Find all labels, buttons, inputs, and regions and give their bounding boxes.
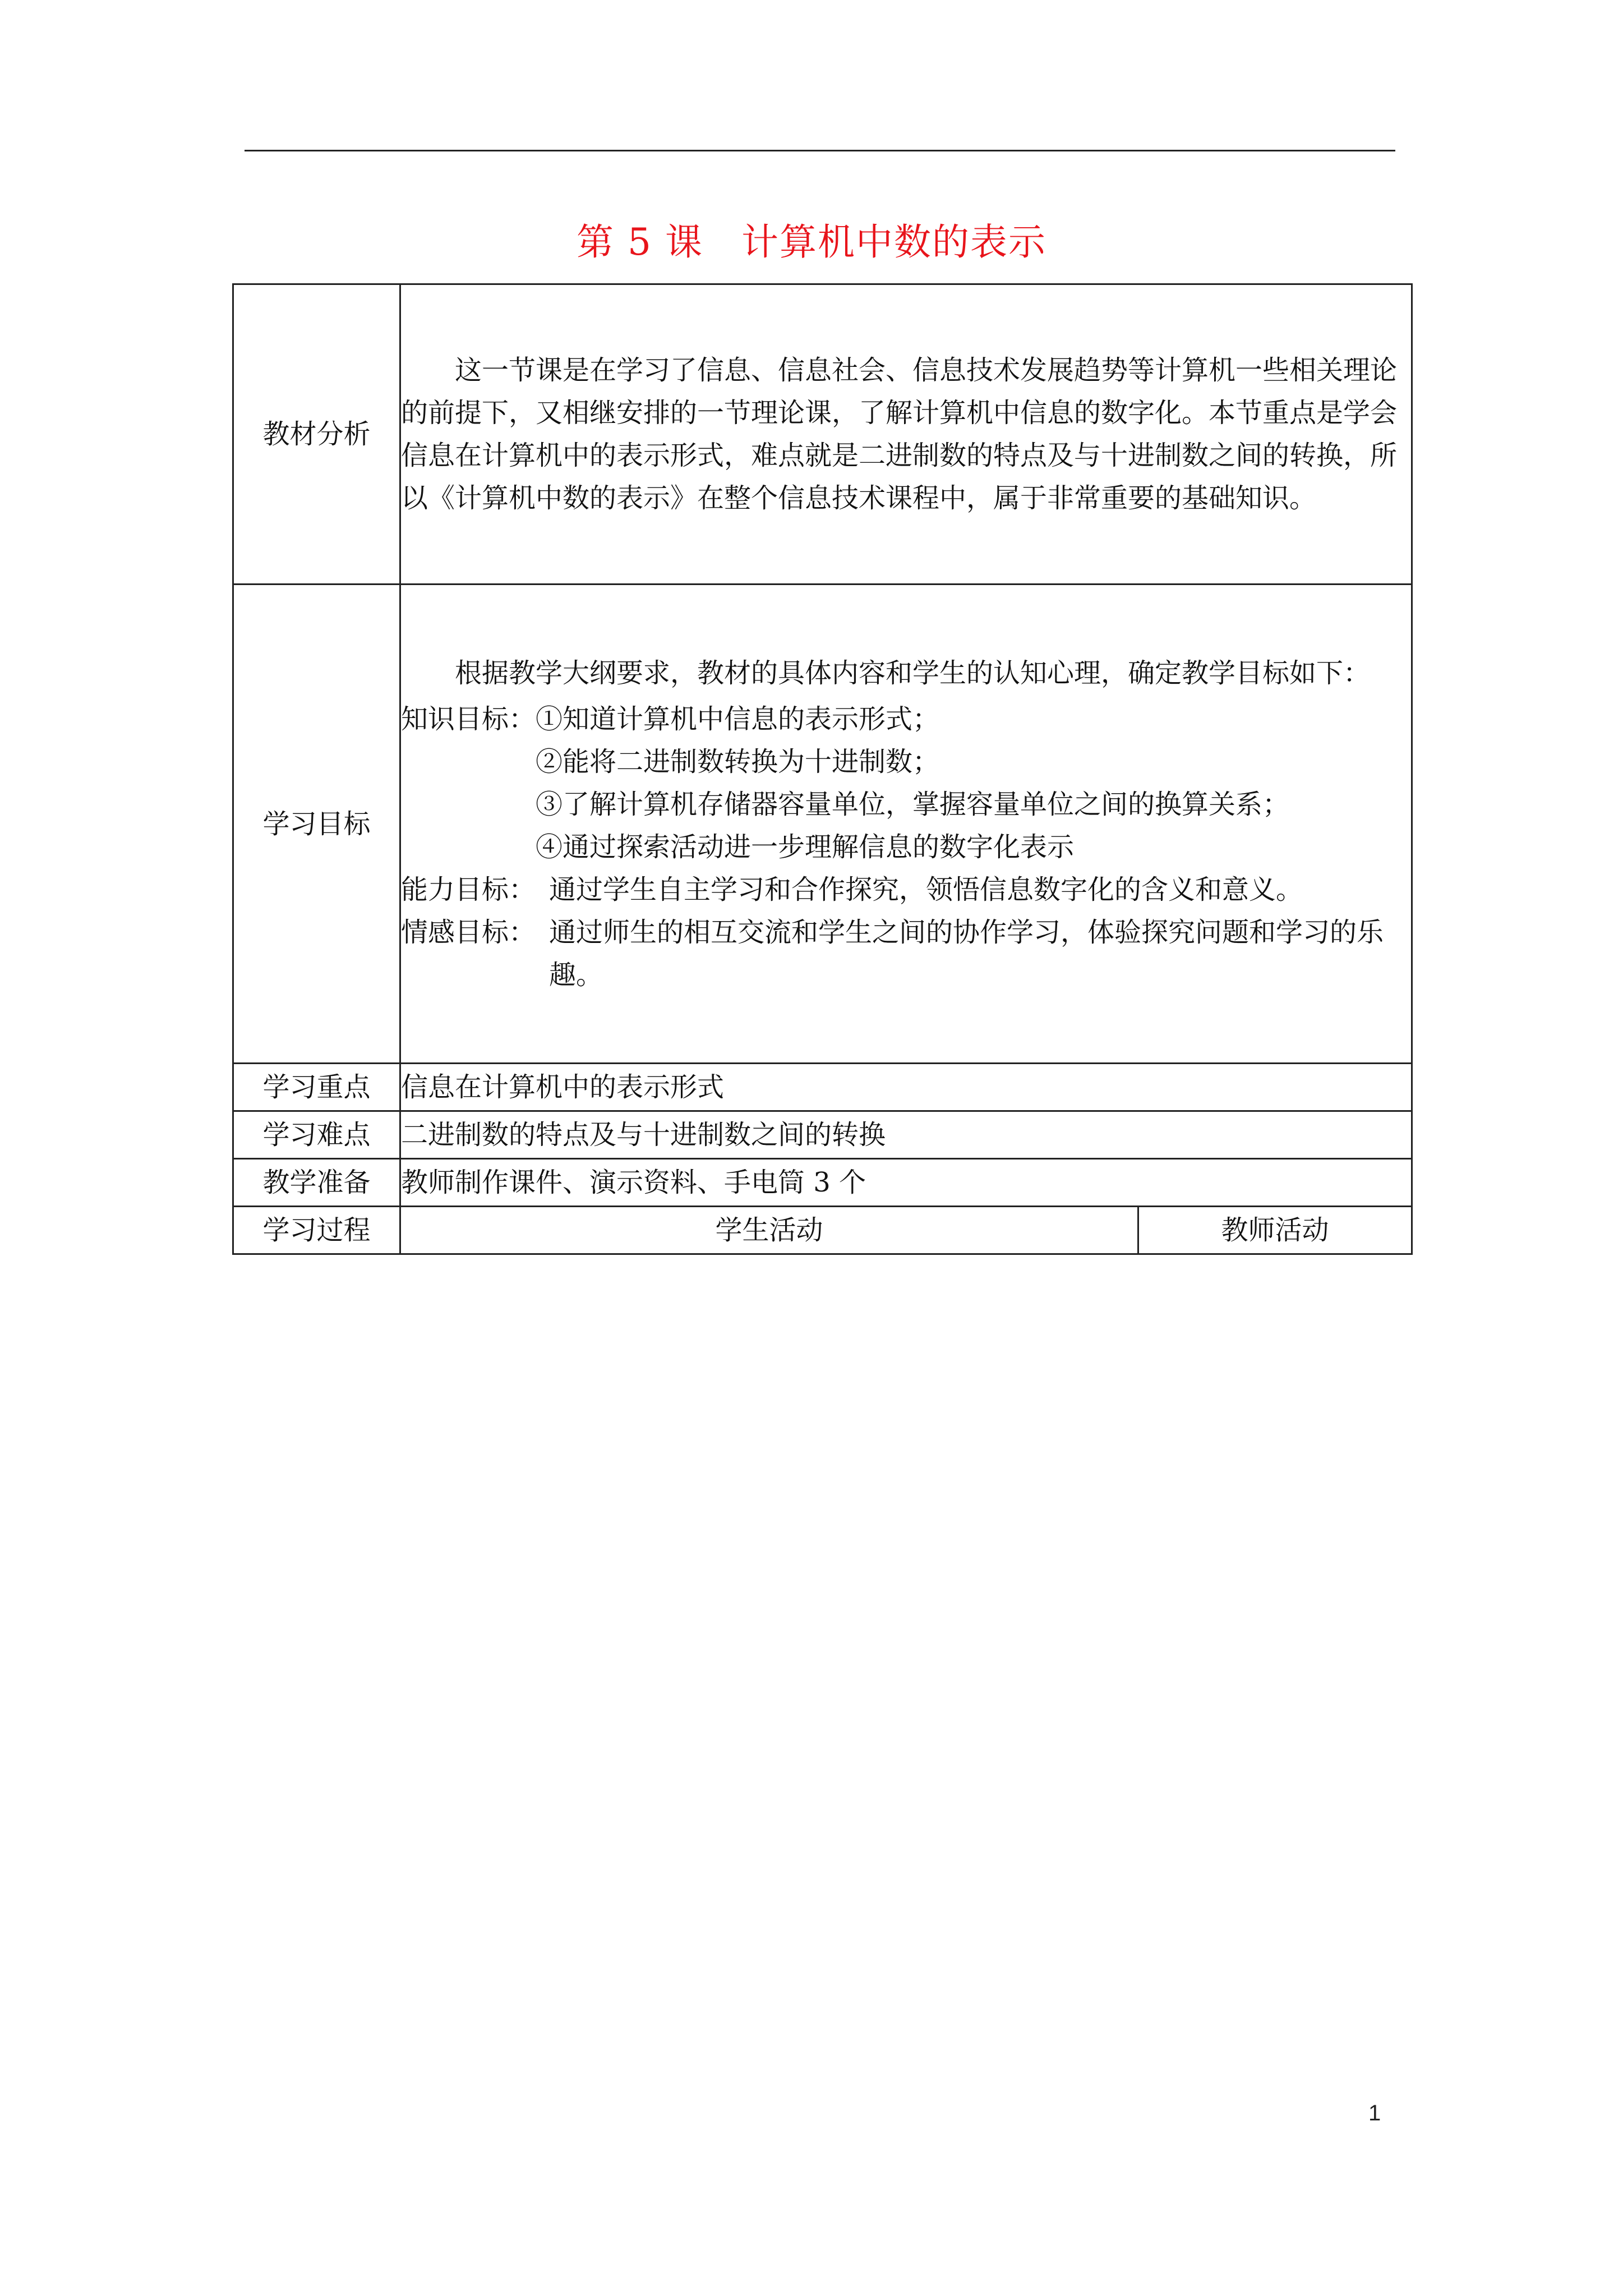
objectives-intro: 根据教学大纲要求，教材的具体内容和学生的认知心理，确定教学目标如下： xyxy=(455,657,1371,689)
lesson-title: 第 5 课 计算机中数的表示 xyxy=(577,220,1046,264)
difficulty-label: 学习难点 xyxy=(233,1111,400,1159)
header-rule xyxy=(245,150,1395,151)
lesson-plan-table xyxy=(232,283,1413,1255)
knowledge-item: ④通过探索活动进一步理解信息的数字化表示 xyxy=(536,831,1075,863)
emotion-lead: 情感目标： xyxy=(401,916,536,948)
difficulty-text: 二进制数的特点及与十进制数之间的转换 xyxy=(400,1111,1412,1159)
key-point-label: 学习重点 xyxy=(233,1064,400,1111)
process-label: 学习过程 xyxy=(233,1207,400,1254)
ability-lead: 能力目标： xyxy=(401,873,536,905)
emotion-text: 通过师生的相互交流和学生之间的协作学习，体验探究问题和学习的乐趣。 xyxy=(549,916,1384,991)
row-difficulty xyxy=(233,1111,1412,1159)
analysis-cell xyxy=(400,284,1412,585)
knowledge-goals xyxy=(401,698,1411,868)
key-point-text: 信息在计算机中的表示形式 xyxy=(400,1064,1412,1111)
analysis-text: 这一节课是在学习了信息、信息社会、信息技术发展趋势等计算机一些相关理论的前提下，又相继安排的一节理论课，了解计算机中信息的数字化。本节重点是学会信息在计算机中的表示形式，难点就是二进制数的特点及与十进制数之间的转换，所以《计算机中数的表示》在整个信息技术课程中，属于非常重要的基础知识。 xyxy=(401,355,1398,514)
preparation-text: 教师制作课件、演示资料、手电筒 3 个 xyxy=(400,1159,1412,1207)
knowledge-item: ③了解计算机存储器容量单位，掌握容量单位之间的换算关系； xyxy=(536,788,1290,820)
knowledge-items xyxy=(536,698,1289,868)
objectives-label: 学习目标 xyxy=(233,585,400,1064)
knowledge-item: ②能将二进制数转换为十进制数； xyxy=(536,746,940,777)
teacher-activity-header: 教师活动 xyxy=(1138,1207,1412,1254)
knowledge-item: ①知道计算机中信息的表示形式； xyxy=(536,703,940,735)
preparation-label: 教学准备 xyxy=(233,1159,400,1207)
student-activity-header: 学生活动 xyxy=(400,1207,1138,1254)
row-preparation xyxy=(233,1159,1412,1207)
analysis-label: 教材分析 xyxy=(233,284,400,585)
row-process xyxy=(233,1207,1412,1254)
ability-text: 通过学生自主学习和合作探究，领悟信息数字化的含义和意义。 xyxy=(549,873,1303,905)
row-key-point xyxy=(233,1064,1412,1111)
ability-goals xyxy=(401,868,1411,911)
objectives-cell xyxy=(400,585,1412,1064)
emotion-goals xyxy=(401,911,1411,996)
knowledge-lead: 知识目标： xyxy=(401,703,536,735)
page-number: 1 xyxy=(1368,2101,1381,2125)
row-analysis xyxy=(233,284,1412,585)
row-objectives xyxy=(233,585,1412,1064)
